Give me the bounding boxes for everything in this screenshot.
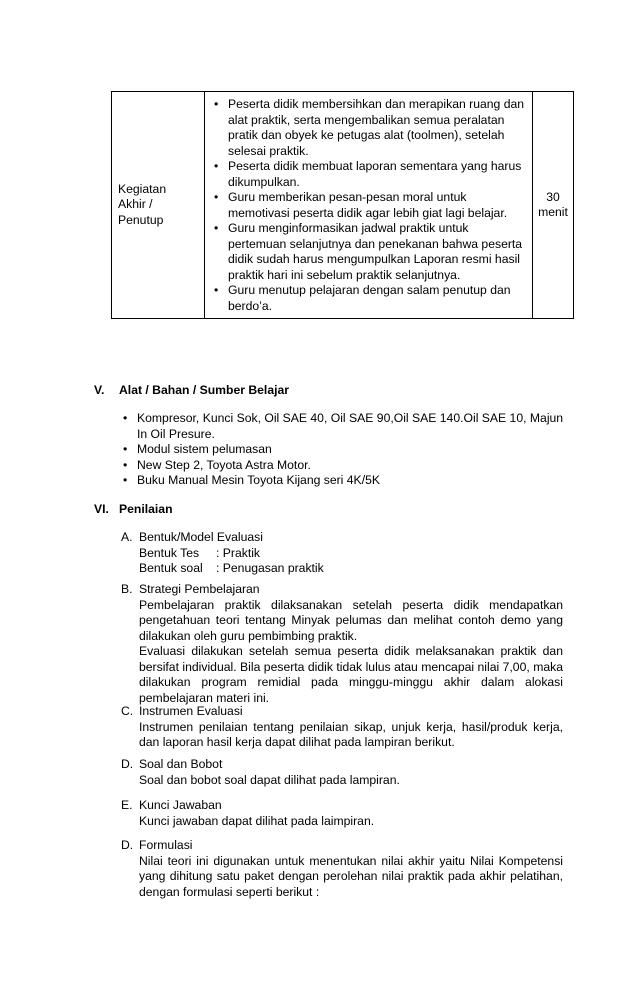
subsection-heading [121,704,563,720]
section-number: V. [94,383,105,397]
list-item: • Guru menutup pelajaran dengan salam penutup dan berdo’a. [209,283,528,314]
list-item: • Buku Manual Mesin Toyota Kijang seri 4K/5K [118,473,564,489]
evaluation-key: Bentuk soal [139,561,203,575]
activity-table [111,91,574,319]
subsection-heading [121,530,563,546]
tools-list [118,411,564,489]
section-6-heading [94,502,173,518]
section-number: VI. [94,502,109,516]
activity-description-cell [205,92,533,319]
subsection-letter: C. [121,704,134,718]
subsection-title: Formulasi [139,838,193,852]
activity-label: Kegiatan Akhir / Penutup [118,181,167,227]
subsection-paragraph: Nilai teori ini digunakan untuk menentukan nilai akhir yaitu Nilai Kompetensi yang dihitung satu paket dengan perolehan nilai praktik pada akhir pelatihan, dengan formulasi seperti berikut : [139,853,563,899]
list-item: • New Step 2, Toyota Astra Motor. [118,458,564,474]
table-row [112,92,574,319]
subsection-letter: B. [121,582,133,596]
subsection-heading [121,838,563,854]
section-5-heading [94,383,289,399]
list-item: • Guru memberikan pesan-pesan moral untuk memotivasi peserta didik agar lebih giat lagi belajar. [209,190,528,221]
subsection-a [121,530,563,577]
subsection-heading [121,757,563,773]
list-item: • Peserta didik membersihkan dan merapikan ruang dan alat praktik, serta mengembalikan semua peralatan pratik dan obyek ke petugas alat (toolmen), setelah selesai praktik. [209,97,528,159]
subsection-letter: E. [121,798,133,812]
section-title: Alat / Bahan / Sumber Belajar [119,383,290,397]
activity-label-cell [112,92,205,319]
activity-time: 30 menit [538,189,568,219]
subsection-body [121,546,563,577]
list-item: • Kompresor, Kunci Sok, Oil SAE 40, Oil SAE 90,Oil SAE 140.Oil SAE 10, Majun In Oil Presure. [118,411,564,442]
list-item: • Guru menginformasikan jadwal praktik untuk pertemuan selanjutnya dan penekanan bahwa peserta didik sudah harus mengumpulkan Laporan resmi hasil praktik hari ini sebelum praktik selanjutnya. [209,221,528,283]
list-item: • Peserta didik membuat laporan sementara yang harus dikumpulkan. [209,159,528,190]
evaluation-row [139,561,563,577]
subsection-heading [121,798,563,814]
evaluation-value: : Penugasan praktik [216,561,324,575]
subsection-paragraph: Instrumen penilaian tentang penilaian sikap, unjuk kerja, hasil/produk kerja, dan laporan hasil kerja dapat dilihat pada lampiran berikut. [139,719,563,749]
subsection-title: Kunci Jawaban [139,798,222,812]
evaluation-value: : Praktik [216,545,261,560]
subsection-c [121,704,563,751]
subsection-title: Bentuk/Model Evaluasi [139,530,263,544]
list-item: • Modul sistem pelumasan [118,442,564,458]
subsection-letter: D. [121,757,134,771]
subsection-formulasi [121,838,563,900]
subsection-paragraph: Kunci jawaban dapat dilihat pada laimpiran. [139,813,375,828]
subsection-d [121,757,563,788]
evaluation-key: Bentuk Tes [139,545,200,560]
subsection-e [121,798,563,829]
subsection-title: Instrumen Evaluasi [139,704,243,718]
activity-time-cell [533,92,574,319]
subsection-paragraph: Pembelajaran praktik dilaksanakan setelah peserta didik mendapatkan pengetahuan teori tentang Minyak pelumas dan melihat contoh demo yang dilakukan oleh guru pembimbing praktik. [139,597,563,643]
subsection-heading [121,582,563,598]
evaluation-row [139,546,563,562]
subsection-letter: A. [121,530,133,544]
subsection-title: Soal dan Bobot [139,757,223,771]
subsection-letter: D. [121,838,134,852]
subsection-b [121,582,563,706]
activity-list [209,97,528,314]
subsection-title: Strategi Pembelajaran [139,582,260,596]
section-title: Penilaian [119,502,173,516]
subsection-paragraph: Evaluasi dilakukan setelah semua peserta didik melaksanakan praktik dan bersifat individual. Bila peserta didik tidak lulus atau mencapai nilai 7,00, maka dilakukan program remidial pada minggu-minggu akhir dalam alokasi pembelajaran materi ini. [139,644,563,705]
subsection-paragraph: Soal dan bobot soal dapat dilihat pada lampiran. [139,772,400,787]
